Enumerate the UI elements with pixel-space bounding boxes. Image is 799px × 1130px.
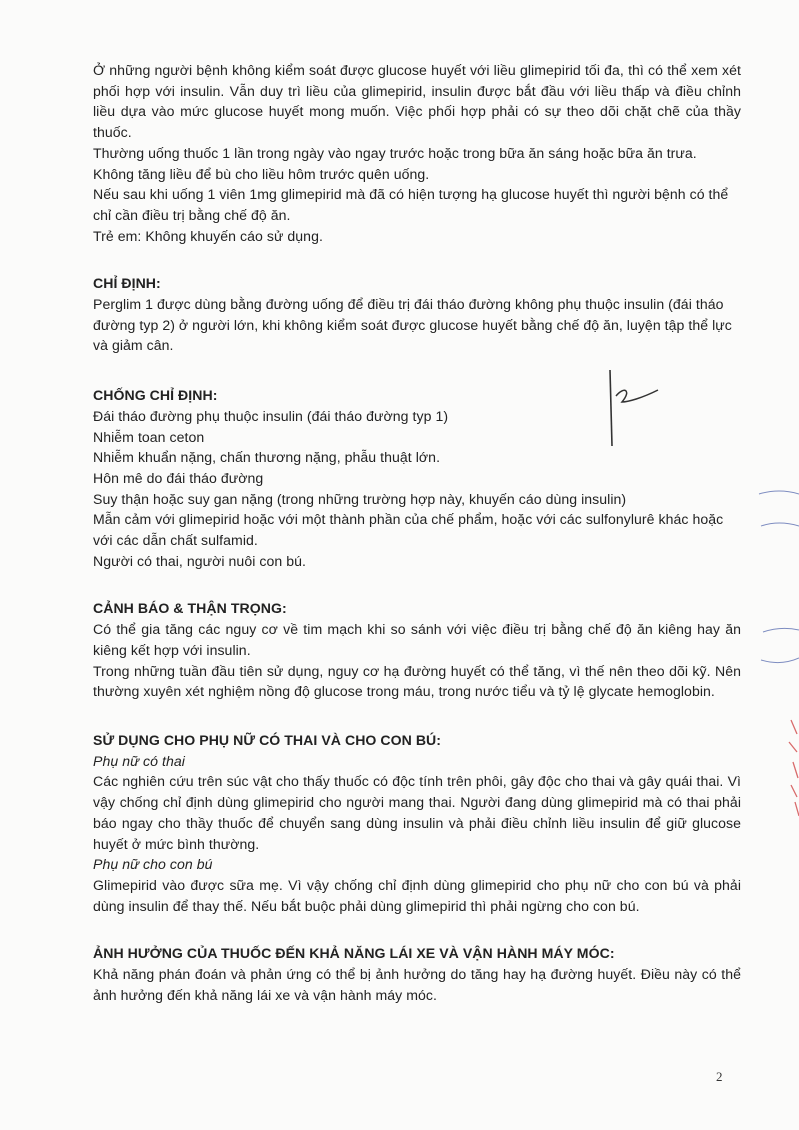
intro-paragraph: Nếu sau khi uống 1 viên 1mg glimepirid mà đã có hiện tượng hạ glucose huyết thì người bệnh có thể chỉ cần điều trị bằng chế độ ăn. xyxy=(93,186,729,223)
nursing-subheading: Phụ nữ cho con bú xyxy=(93,856,213,873)
warnings-section xyxy=(93,598,741,702)
pregnancy-heading: SỬ DỤNG CHO PHỤ NỮ CÓ THAI VÀ CHO CON BÚ: xyxy=(93,731,442,748)
intro-paragraph: Trẻ em: Không khuyến cáo sử dụng. xyxy=(93,227,323,244)
contraindication-item: Đái tháo đường phụ thuộc insulin (đái tháo đường typ 1) xyxy=(93,407,449,424)
intro-section xyxy=(93,60,741,246)
warnings-heading: CẢNH BÁO & THẬN TRỌNG: xyxy=(93,600,287,617)
intro-paragraph: Ở những người bệnh không kiểm soát được glucose huyết với liều glimepirid tối đa, thì có thể xem xét phối hợp với insulin. Vẫn duy trì liều của glimepirid, insulin được bắt đầu với liều thấp và điều chỉnh liều dựa vào mức glucose huyết mong muốn. Việc phối hợp phải có sự theo dõi chặt chẽ của thầy thuốc. xyxy=(93,62,741,141)
page-number: 2 xyxy=(716,1069,723,1084)
intro-paragraph: Không tăng liều để bù cho liều hôm trước quên uống. xyxy=(93,165,430,182)
pregnant-text: Các nghiên cứu trên súc vật cho thấy thuốc có độc tính trên phôi, gây độc cho thai và gây quái thai. Vì vậy chống chỉ định dùng glimepirid cho người mang thai. Người đang dùng glimepirid mà có thai phải báo ngay cho thầy thuốc để chuyển sang dùng insulin và phải điều chỉnh liều insulin để giữ glucose huyết ở mức bình thường. xyxy=(93,773,741,852)
driving-section xyxy=(93,943,741,1005)
driving-heading: ẢNH HƯỞNG CỦA THUỐC ĐẾN KHẢ NĂNG LÁI XE VÀ VẬN HÀNH MÁY MÓC: xyxy=(93,945,615,962)
intro-paragraph: Thường uống thuốc 1 lần trong ngày vào ngay trước hoặc trong bữa ăn sáng hoặc bữa ăn trưa. xyxy=(93,144,697,161)
stamp-fragment xyxy=(755,480,799,860)
contraindication-item: Hôn mê do đái tháo đường xyxy=(93,469,264,486)
contraindication-item: Nhiễm khuẩn nặng, chấn thương nặng, phẫu thuật lớn. xyxy=(93,449,441,466)
contraindication-item: Suy thận hoặc suy gan nặng (trong những trường hợp này, khuyến cáo dùng insulin) xyxy=(93,490,627,507)
warnings-paragraph: Có thể gia tăng các nguy cơ về tim mạch khi so sánh với việc điều trị bằng chế độ ăn kiêng hay ăn kiêng kết hợp với insulin. xyxy=(93,621,741,658)
warnings-paragraph: Trong những tuần đầu tiên sử dụng, nguy cơ hạ đường huyết có thể tăng, vì thế nên theo dõi kỹ. Nên thường xuyên xét nghiệm nồng độ glucose trong máu, trong nước tiểu và tỷ lệ glycate hemoglobin. xyxy=(93,662,741,700)
contraindication-item: Người có thai, người nuôi con bú. xyxy=(93,552,306,569)
indications-section xyxy=(93,273,741,356)
driving-text: Khả năng phán đoán và phản ứng có thể bị ảnh hưởng do tăng hay hạ đường huyết. Điều này có thể ảnh hưởng đến khả năng lái xe và vận hành máy móc. xyxy=(93,966,741,1003)
handwritten-signature xyxy=(598,368,660,448)
nursing-text: Glimepirid vào được sữa mẹ. Vì vậy chống chỉ định dùng glimepirid cho phụ nữ cho con bú và phải dùng insulin để thay thế. Nếu bắt buộc phải dùng glimepirid thì phải ngừng cho con bú. xyxy=(93,876,741,914)
pregnant-subheading: Phụ nữ có thai xyxy=(93,752,185,769)
indications-heading: CHỈ ĐỊNH: xyxy=(93,275,161,292)
contraindication-item: Mẫn cảm với glimepirid hoặc với một thành phần của chế phẩm, hoặc với các sulfonylurê khác hoặc với các dẫn chất sulfamid. xyxy=(93,511,724,549)
contraindication-item: Nhiễm toan ceton xyxy=(93,428,205,445)
contraindications-heading: CHỐNG CHỈ ĐỊNH: xyxy=(93,387,218,404)
pregnancy-section xyxy=(93,730,741,916)
indications-text: Perglim 1 được dùng bằng đường uống để điều trị đái tháo đường không phụ thuộc insulin (đái tháo đường typ 2) ở người lớn, khi không kiểm soát được glucose huyết bằng chế độ ăn, luyện tập thể lực và giảm cân. xyxy=(93,296,732,354)
document-body xyxy=(93,60,741,1005)
